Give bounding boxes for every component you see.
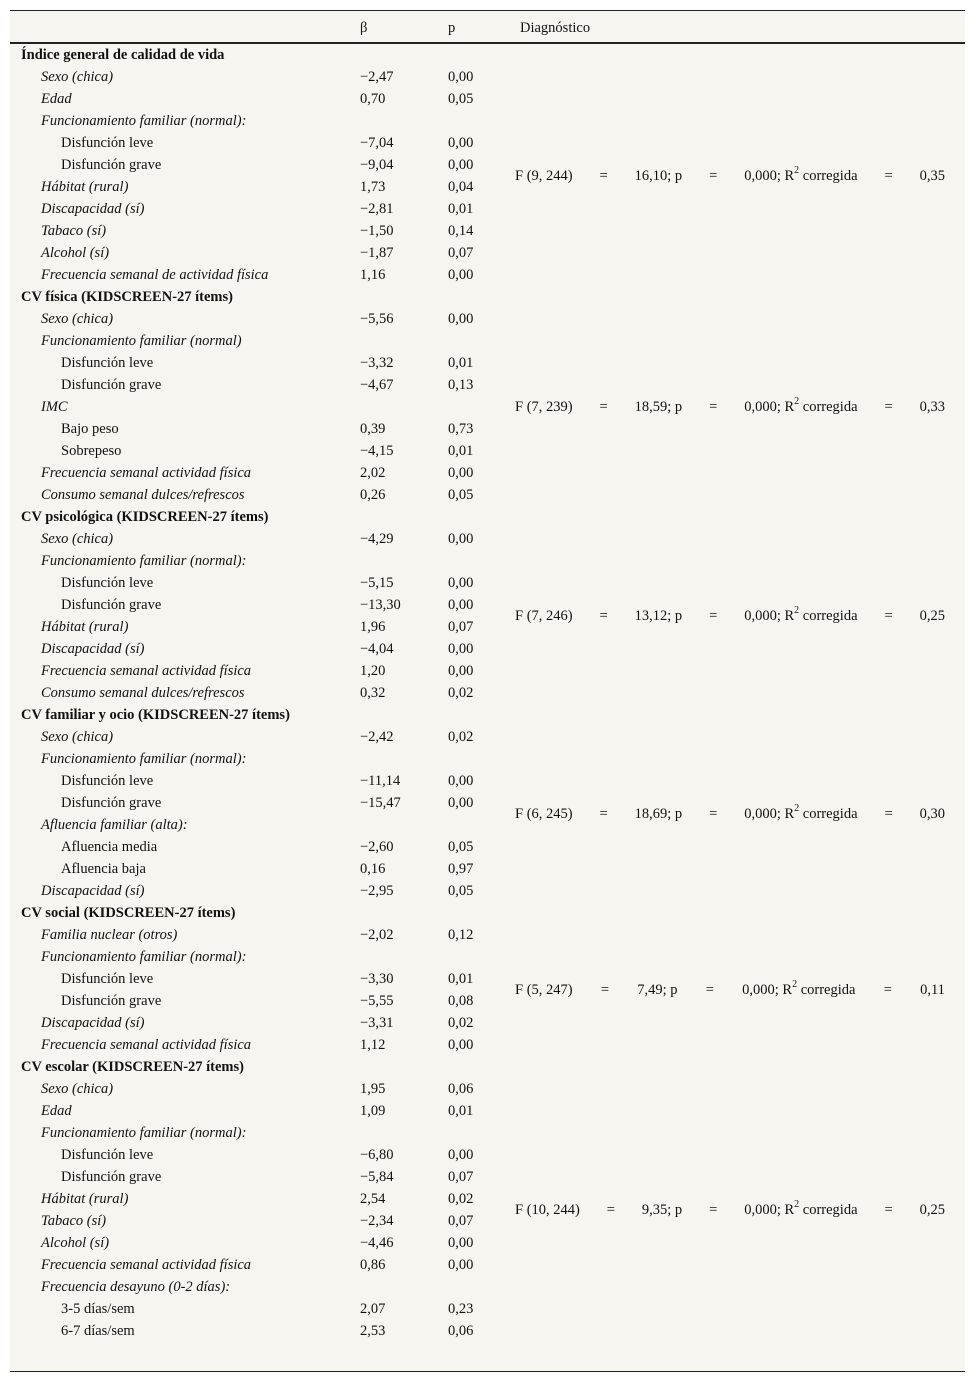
diag-f-value: 18,59; p: [634, 399, 683, 415]
header-p: p: [448, 20, 456, 36]
beta-value: 0,39: [360, 421, 386, 437]
p-value: 0,00: [448, 465, 474, 481]
header-beta: β: [360, 20, 368, 36]
diag-p-value: [744, 605, 857, 627]
beta-value: 0,86: [360, 1257, 386, 1273]
variable-label: Hábitat (rural): [41, 1191, 129, 1207]
diag-corrected-label: corregida: [799, 608, 858, 624]
variable-label: Discapacidad (sí): [41, 883, 145, 899]
table-row: [10, 682, 965, 704]
p-value: 0,01: [448, 443, 474, 459]
variable-label: IMC: [41, 399, 68, 415]
beta-value: 2,07: [360, 1301, 386, 1317]
diag-f-value: 9,35; p: [641, 1202, 683, 1218]
p-value: 0,02: [448, 729, 474, 745]
p-value: 0,00: [448, 1235, 474, 1251]
diag-corrected-label: corregida: [799, 806, 858, 822]
beta-value: 0,16: [360, 861, 386, 877]
diag-corrected-label: corregida: [799, 399, 858, 415]
p-value: 0,00: [448, 773, 474, 789]
diag-corrected-label: corregida: [799, 168, 858, 184]
diag-f: F (5, 247): [515, 982, 573, 998]
table-row: [10, 352, 965, 374]
variable-label: Funcionamiento familiar (normal):: [41, 113, 247, 129]
p-value: 0,05: [448, 839, 474, 855]
regression-table: [10, 10, 965, 1372]
p-value: 0,00: [448, 575, 474, 591]
p-value: 0,07: [448, 619, 474, 635]
diag-r2-value: 0,11: [920, 982, 945, 998]
table-row: [10, 748, 965, 770]
table-row: [10, 264, 965, 286]
variable-label: Disfunción leve: [61, 773, 154, 789]
variable-label: Discapacidad (sí): [41, 641, 145, 657]
beta-value: −2,34: [360, 1213, 394, 1229]
p-value: 0,73: [448, 421, 474, 437]
superscript-2: 2: [794, 605, 800, 617]
p-value: 0,00: [448, 311, 474, 327]
p-value: 0,07: [448, 245, 474, 261]
variable-label: Edad: [41, 91, 72, 107]
diagnostic-cell: [515, 605, 945, 627]
beta-value: 1,12: [360, 1037, 386, 1053]
beta-value: −3,30: [360, 971, 394, 987]
beta-value: 1,16: [360, 267, 386, 283]
p-value: 0,05: [448, 883, 474, 899]
diag-p-text: 0,000; R: [744, 1202, 795, 1218]
p-value: 0,04: [448, 179, 474, 195]
variable-label: Tabaco (sí): [41, 1213, 107, 1229]
variable-label: 6-7 días/sem: [61, 1323, 135, 1339]
variable-label: Frecuencia semanal de actividad física: [41, 267, 269, 283]
diagnostic-cell: [515, 979, 945, 1001]
p-value: 0,00: [448, 1037, 474, 1053]
beta-value: −5,55: [360, 993, 394, 1009]
variable-label: Sobrepeso: [61, 443, 122, 459]
diag-p-text: 0,000; R: [744, 399, 795, 415]
p-value: 0,06: [448, 1081, 474, 1097]
diag-p-text: 0,000; R: [742, 982, 793, 998]
diag-f: F (9, 244): [515, 168, 573, 184]
variable-label: Frecuencia semanal actividad física: [41, 1037, 252, 1053]
beta-value: −2,02: [360, 927, 394, 943]
variable-label: Disfunción leve: [61, 1147, 154, 1163]
variable-label: Funcionamiento familiar (normal):: [41, 949, 247, 965]
p-value: 0,00: [448, 267, 474, 283]
beta-value: −11,14: [360, 773, 401, 789]
variable-label: Sexo (chica): [41, 729, 114, 745]
diagnostic-cell: [515, 396, 945, 418]
beta-value: −5,84: [360, 1169, 394, 1185]
beta-value: −2,81: [360, 201, 394, 217]
beta-value: 1,09: [360, 1103, 386, 1119]
diag-p-value: [744, 165, 857, 187]
beta-value: 0,26: [360, 487, 386, 503]
beta-value: −5,15: [360, 575, 394, 591]
table-row: [10, 924, 965, 946]
table-row: [10, 1034, 965, 1056]
diag-p-value: [744, 1199, 857, 1221]
p-value: 0,01: [448, 1103, 474, 1119]
diag-r2-value: 0,25: [919, 608, 945, 624]
diag-p-value: [744, 396, 857, 418]
diag-eq-3: =: [883, 982, 892, 998]
beta-value: −13,30: [360, 597, 401, 613]
diag-eq-2: =: [709, 1202, 718, 1218]
diag-corrected-label: corregida: [797, 982, 856, 998]
diag-p-text: 0,000; R: [744, 168, 795, 184]
table-row: [10, 1144, 965, 1166]
diag-p-value: [742, 979, 855, 1001]
diag-f-value: 7,49; p: [637, 982, 678, 998]
variable-label: Sexo (chica): [41, 531, 114, 547]
table-row: [10, 198, 965, 220]
p-value: 0,14: [448, 223, 474, 239]
beta-value: −3,32: [360, 355, 394, 371]
variable-label: Discapacidad (sí): [41, 1015, 145, 1031]
variable-label: Sexo (chica): [41, 69, 114, 85]
table-row: [10, 1232, 965, 1254]
p-value: 0,08: [448, 993, 474, 1009]
diag-eq-3: =: [884, 399, 893, 415]
variable-label: Frecuencia semanal actividad física: [41, 1257, 252, 1273]
variable-label: Disfunción leve: [61, 575, 154, 591]
table-row: [10, 1100, 965, 1122]
variable-label: Disfunción grave: [61, 157, 162, 173]
beta-value: −2,47: [360, 69, 394, 85]
p-value: 0,00: [448, 597, 474, 613]
table-row: [10, 110, 965, 132]
section-title: CV psicológica (KIDSCREEN-27 ítems): [21, 509, 269, 525]
table-row: [10, 1320, 965, 1342]
table-row: [10, 418, 965, 440]
beta-value: −1,87: [360, 245, 394, 261]
diag-p-value: [744, 803, 857, 825]
section-title: Índice general de calidad de vida: [21, 47, 225, 63]
diag-f-value: 18,69; p: [634, 806, 683, 822]
table-row: [10, 1276, 965, 1298]
diagnostic-cell: [515, 165, 945, 187]
table-row: [10, 638, 965, 660]
table-row: [10, 858, 965, 880]
beta-value: −2,60: [360, 839, 394, 855]
section-title-row: [10, 286, 965, 308]
diag-eq-1: =: [599, 608, 608, 624]
diag-f-value: 16,10; p: [634, 168, 683, 184]
beta-value: −4,04: [360, 641, 394, 657]
diag-r2-value: 0,30: [919, 806, 945, 822]
beta-value: 1,73: [360, 179, 386, 195]
superscript-2: 2: [794, 803, 800, 815]
variable-label: Discapacidad (sí): [41, 201, 145, 217]
table-row: [10, 770, 965, 792]
table-header: [10, 11, 965, 44]
diagnostic-cell: [515, 1199, 945, 1221]
p-value: 0,13: [448, 377, 474, 393]
beta-value: 0,32: [360, 685, 386, 701]
section-title: CV escolar (KIDSCREEN-27 ítems): [21, 1059, 244, 1075]
variable-label: Consumo semanal dulces/refrescos: [41, 685, 245, 701]
table-row: [10, 66, 965, 88]
table-row: [10, 484, 965, 506]
diag-eq-1: =: [599, 806, 608, 822]
beta-value: −4,67: [360, 377, 394, 393]
variable-label: Disfunción leve: [61, 135, 154, 151]
table-row: [10, 374, 965, 396]
variable-label: Funcionamiento familiar (normal): [41, 333, 242, 349]
table-row: [10, 132, 965, 154]
variable-label: Afluencia media: [61, 839, 158, 855]
p-value: 0,00: [448, 795, 474, 811]
table-row: [10, 572, 965, 594]
table-row: [10, 308, 965, 330]
diag-p-text: 0,000; R: [744, 608, 795, 624]
diag-eq-2: =: [709, 399, 718, 415]
table-row: [10, 528, 965, 550]
superscript-2: 2: [794, 165, 800, 177]
diag-f-value: 13,12; p: [634, 608, 683, 624]
section-title: CV social (KIDSCREEN-27 ítems): [21, 905, 236, 921]
variable-label: Alcohol (sí): [41, 1235, 110, 1251]
variable-label: Sexo (chica): [41, 311, 114, 327]
variable-label: 3-5 días/sem: [61, 1301, 135, 1317]
p-value: 0,00: [448, 69, 474, 85]
table-row: [10, 330, 965, 352]
beta-value: −7,04: [360, 135, 394, 151]
beta-value: 2,02: [360, 465, 386, 481]
diag-r2-value: 0,35: [919, 168, 945, 184]
table-row: [10, 1122, 965, 1144]
section-title-row: [10, 704, 965, 726]
variable-label: Disfunción grave: [61, 795, 162, 811]
section-title: CV física (KIDSCREEN-27 ítems): [21, 289, 233, 305]
beta-value: 1,95: [360, 1081, 386, 1097]
diag-r2-value: 0,25: [919, 1202, 945, 1218]
diag-corrected-label: corregida: [799, 1202, 858, 1218]
table-row: [10, 1298, 965, 1320]
variable-label: Afluencia familiar (alta):: [41, 817, 188, 833]
superscript-2: 2: [792, 979, 798, 991]
variable-label: Disfunción grave: [61, 377, 162, 393]
section-title-row: [10, 506, 965, 528]
variable-label: Funcionamiento familiar (normal):: [41, 553, 247, 569]
diag-eq-3: =: [884, 168, 893, 184]
p-value: 0,00: [448, 641, 474, 657]
table-row: [10, 1078, 965, 1100]
beta-value: −2,42: [360, 729, 394, 745]
beta-value: 0,70: [360, 91, 386, 107]
beta-value: −5,56: [360, 311, 394, 327]
diag-eq-1: =: [599, 399, 608, 415]
table-row: [10, 242, 965, 264]
variable-label: Disfunción grave: [61, 993, 162, 1009]
beta-value: −3,31: [360, 1015, 394, 1031]
variable-label: Hábitat (rural): [41, 619, 129, 635]
variable-label: Alcohol (sí): [41, 245, 110, 261]
diag-eq-2: =: [709, 608, 718, 624]
variable-label: Bajo peso: [61, 421, 119, 437]
beta-value: −15,47: [360, 795, 401, 811]
variable-label: Disfunción leve: [61, 355, 154, 371]
table-row: [10, 946, 965, 968]
variable-label: Sexo (chica): [41, 1081, 114, 1097]
variable-label: Disfunción grave: [61, 1169, 162, 1185]
variable-label: Afluencia baja: [61, 861, 146, 877]
diag-r2-value: 0,33: [919, 399, 945, 415]
diag-eq-3: =: [884, 806, 893, 822]
variable-label: Disfunción grave: [61, 597, 162, 613]
beta-value: −4,15: [360, 443, 394, 459]
diag-f: F (7, 246): [515, 608, 573, 624]
p-value: 0,02: [448, 1191, 474, 1207]
beta-value: 1,96: [360, 619, 386, 635]
diag-eq-2: =: [705, 982, 714, 998]
variable-label: Funcionamiento familiar (normal):: [41, 751, 247, 767]
table-row: [10, 440, 965, 462]
variable-label: Tabaco (sí): [41, 223, 107, 239]
p-value: 0,01: [448, 201, 474, 217]
p-value: 0,05: [448, 91, 474, 107]
p-value: 0,01: [448, 971, 474, 987]
variable-label: Hábitat (rural): [41, 179, 129, 195]
table-row: [10, 836, 965, 858]
p-value: 0,00: [448, 157, 474, 173]
diag-eq-1: =: [600, 982, 610, 998]
diag-eq-3: =: [884, 1202, 893, 1218]
beta-value: −6,80: [360, 1147, 394, 1163]
diag-f: F (10, 244): [515, 1202, 580, 1218]
diag-eq-2: =: [709, 806, 718, 822]
variable-label: Edad: [41, 1103, 72, 1119]
superscript-2: 2: [794, 1199, 800, 1211]
diag-f: F (7, 239): [515, 399, 573, 415]
table-row: [10, 88, 965, 110]
variable-label: Funcionamiento familiar (normal):: [41, 1125, 247, 1141]
section-title-row: [10, 902, 965, 924]
p-value: 0,07: [448, 1169, 474, 1185]
variable-label: Frecuencia desayuno (0-2 días):: [41, 1279, 231, 1295]
p-value: 0,05: [448, 487, 474, 503]
beta-value: 1,20: [360, 663, 386, 679]
diagnostic-cell: [515, 803, 945, 825]
beta-value: −1,50: [360, 223, 394, 239]
table-row: [10, 660, 965, 682]
p-value: 0,00: [448, 1147, 474, 1163]
p-value: 0,97: [448, 861, 474, 877]
p-value: 0,00: [448, 531, 474, 547]
diag-p-text: 0,000; R: [744, 806, 795, 822]
diag-eq-2: =: [709, 168, 718, 184]
p-value: 0,12: [448, 927, 474, 943]
table-row: [10, 1012, 965, 1034]
variable-label: Consumo semanal dulces/refrescos: [41, 487, 245, 503]
beta-value: −4,29: [360, 531, 394, 547]
table-row: [10, 1254, 965, 1276]
variable-label: Familia nuclear (otros): [41, 927, 178, 943]
p-value: 0,07: [448, 1213, 474, 1229]
section-title: CV familiar y ocio (KIDSCREEN-27 ítems): [21, 707, 290, 723]
beta-value: 2,54: [360, 1191, 386, 1207]
table-row: [10, 462, 965, 484]
beta-value: −4,46: [360, 1235, 394, 1251]
beta-value: −9,04: [360, 157, 394, 173]
header-diagnostico: Diagnóstico: [520, 20, 591, 36]
p-value: 0,00: [448, 135, 474, 151]
section-title-row: [10, 44, 965, 66]
superscript-2: 2: [794, 396, 800, 408]
variable-label: Frecuencia semanal actividad física: [41, 663, 252, 679]
p-value: 0,00: [448, 1257, 474, 1273]
p-value: 0,06: [448, 1323, 474, 1339]
p-value: 0,23: [448, 1301, 474, 1317]
p-value: 0,02: [448, 1015, 474, 1031]
p-value: 0,02: [448, 685, 474, 701]
diag-f: F (6, 245): [515, 806, 573, 822]
p-value: 0,00: [448, 663, 474, 679]
table-row: [10, 220, 965, 242]
diag-eq-1: =: [599, 168, 608, 184]
diag-eq-3: =: [884, 608, 893, 624]
diag-eq-1: =: [606, 1202, 615, 1218]
beta-value: 2,53: [360, 1323, 386, 1339]
table-row: [10, 550, 965, 572]
table-row: [10, 880, 965, 902]
variable-label: Frecuencia semanal actividad física: [41, 465, 252, 481]
variable-label: Disfunción leve: [61, 971, 154, 987]
p-value: 0,01: [448, 355, 474, 371]
section-title-row: [10, 1056, 965, 1078]
table-row: [10, 1166, 965, 1188]
table-row: [10, 726, 965, 748]
beta-value: −2,95: [360, 883, 394, 899]
